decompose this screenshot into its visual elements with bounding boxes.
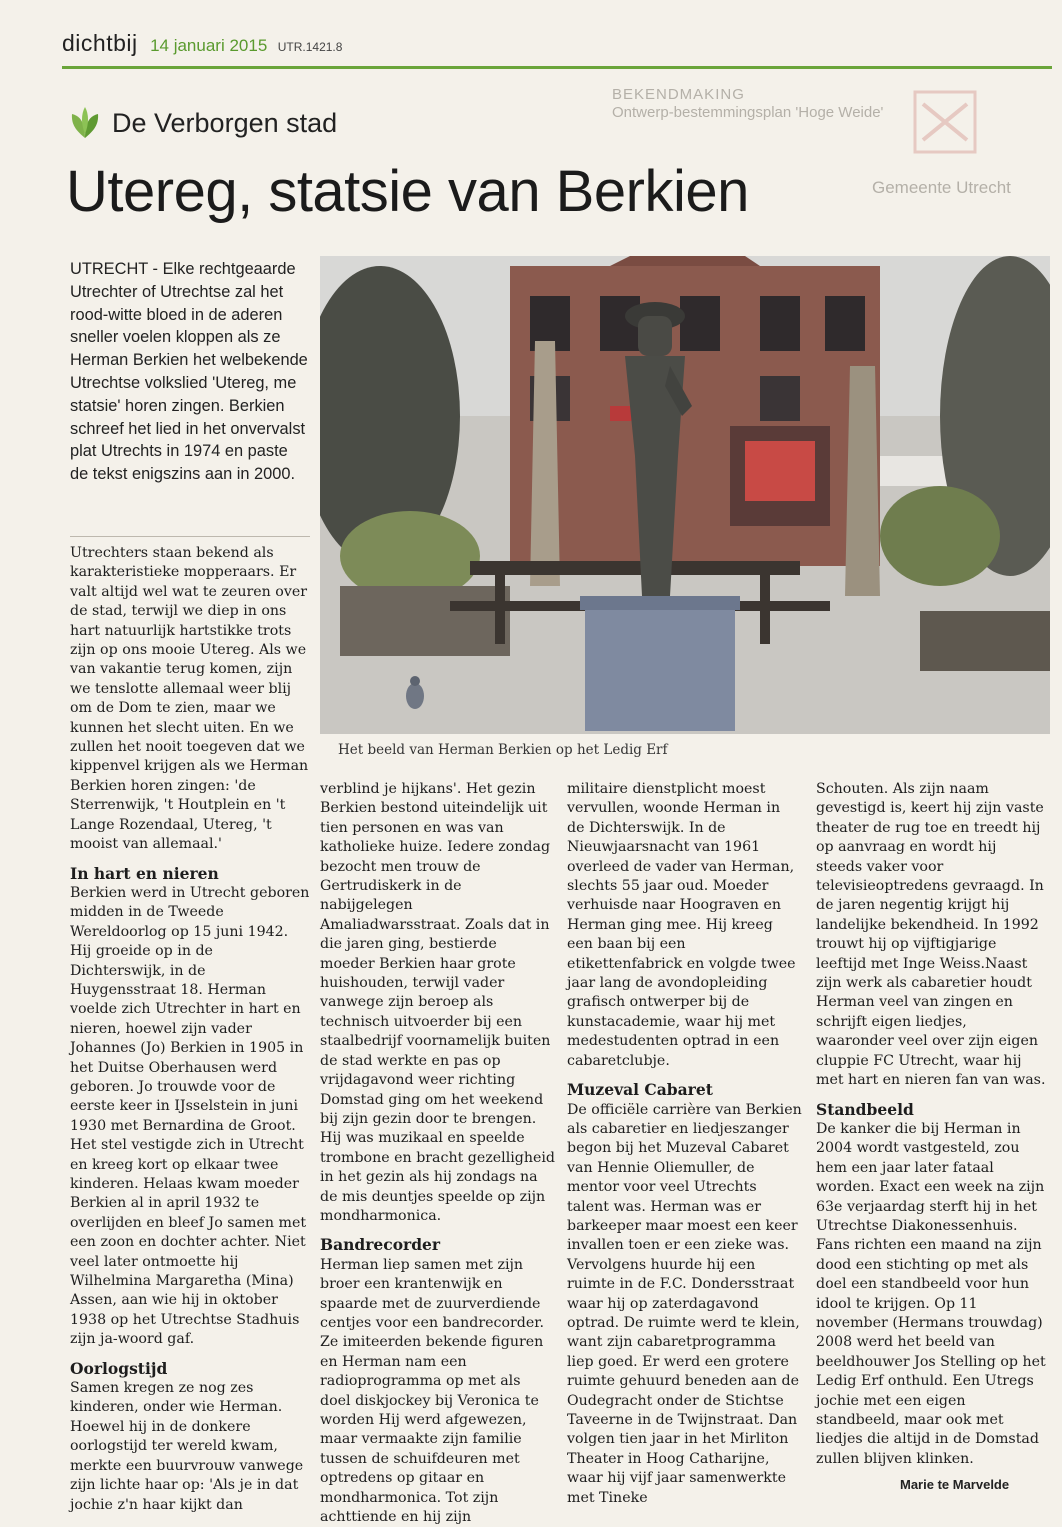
byline: Marie te Marvelde [900,1477,1010,1492]
col2-paragraph-2: Herman liep samen met zijn broer een krantenwijk en spaarde met de zuurverdiende centjes voor een bandrecorder. Ze imiteerden bekende figuren en Herman nam een radioprogramma op met als doel diskjockey bij Veronica te worden Hij werd afgewezen, maar vermaakte zijn familie tussen de schuifdeuren met optredens op gitaar en mondharmonica. Tot zijn achttiende en hij zijn [320,1256,545,1526]
statue-photo-illustration [320,256,1050,734]
article-column-1 [70,544,310,1515]
subheading-standbeeld: Standbeeld [816,1099,914,1119]
headline: Utereg, statsie van Berkien [66,159,749,224]
subheading-bandrecorder: Bandrecorder [320,1235,441,1255]
masthead-date: 14 januari 2015 [150,36,268,55]
col1-paragraph-2: Berkien werd in Utrecht geboren midden in de Tweede Wereldoorlog op 15 juni 1942. Hij groeide op in de Dichterswijk, in de Huygensstraat 18. Herman voelde zich Utrechter in hart en nieren, hoewel zijn vader Johannes (Jo) Berkien in 1905 in het Duitse Oberhausen werd geboren. Jo trouwde voor de eerste keer in IJsselstein in juni 1930 met Bernardina de Groot. Het stel vestigde zich in Utrecht en kreeg kort op elkaar twee kinderen. Helaas kwam moeder Berkien al in april 1932 te overlijden en bleef Jo samen met een zoon en dochter achter. Niet veel later ontmoette hij Wilhelmina Margaretha (Mina) Assen, aan wie hij in oktober 1938 op het Utrechtse Stadhuis zijn ja-woord gaf. [70,884,310,1348]
ghost-text-subheading: Ontwerp-bestemmingsplan 'Hoge Weide' [612,104,884,121]
col2-paragraph-1: verblind je hijkans'. Het gezin Berkien bestond uiteindelijk uit tien personen en was van katholieke huize. Iedere zondag bezocht men trouw de Gertrudiskerk in de nabijgelegen Amaliadwarsstraat. Zoals dat in die jaren ging, bestierde moeder Berkien haar grote huishouden, terwijl vader vanwege zijn beroep als technisch uitvoerder bij een staalbedrijf voornamelijk buiten de stad werkte en pas op vrijdagavond weer richting Domstad ging om het weekend bij zijn gezin door te brengen. Hij was muzikaal en speelde trombone en bracht gezelligheid in het gezin als hij zondags na de mis deuntjes speelde op zijn mondharmonica. [320,781,556,1224]
col1-paragraph-1: Utrechters staan bekend als karakteristieke mopperaars. Er valt altijd wel wat te zeuren over de stad, terwijl we diep in ons hart natuurlijk hartstikke trots zijn op ons mooie Utereg. Als we van vakantie terug komen, zijn we tenslotte allemaal weer blij om de Dom te zien, maar we kunnen het slecht uiten. En we zullen het nooit toegeven dat we kippenvel krijgen als we Herman Berkien horen zingen: 'de Sterrenwijk, 't Houtplein en 't Lange Rozendaal, Utereg, 't mooist van allemaal.' [70,545,309,853]
lead-paragraph: UTRECHT - Elke rechtgeaarde Utrechter of Utrechtse zal het rood-witte bloed in de aderen sneller voelen kloppen als ze Herman Berkien het welbekende Utrechtse volkslied 'Utereg, me statsie' horen zingen. Berkien schreef het lied in het onvervalst plat Utrechts in 1974 en paste de tekst enigszins aan in 2000. [70,260,308,484]
masthead-name: dichtbij [62,30,138,56]
photo-caption: Het beeld van Herman Berkien op het Ledig Erf [338,742,668,758]
section-label: De Verborgen stad [112,107,338,138]
lead-separator [70,536,310,537]
statue-photo [320,256,1050,734]
section-header [66,104,337,142]
col4-paragraph-2: De kanker die bij Herman in 2004 wordt vastgesteld, zou hem een jaar later fataal worden. Exact een week na zijn 63e verjaardag sterft hij in het Utrechtse Diakonessenhuis. Fans richten een maand na zijn dood een stichting op met als doel een standbeeld voor hun idool te krijgen. Op 11 november (Hermans trouwdag) 2008 werd het beeld van beeldhouwer Jos Stelling op het Ledig Erf onthuld. Een Utregs jochie met een eigen standbeeld, maar ook met liedjes die altijd in de Domstad zullen blijven klinken. [816,1120,1046,1467]
col1-paragraph-3: Samen kregen ze nog zes kinderen, onder wie Herman. Hoewel hij in de donkere oorlogstijd ter wereld kwam, merkte een buurvrouw vanwege zijn lichte haar op: 'Als je in dat jochie z'n haar kijkt dan [70,1380,304,1513]
masthead-code: UTR.1421.8 [277,40,343,54]
ghost-logo-text: Gemeente Utrecht [872,178,1011,197]
article-column-2 [320,780,555,1527]
masthead [62,30,342,57]
article-column-4 [816,780,1046,1469]
subheading-in-hart-en-nieren: In hart en nieren [70,863,219,883]
leaf-icon [66,104,104,142]
ghost-crest-icon [905,84,985,174]
masthead-rule [62,66,1052,69]
subheading-muzeval-cabaret: Muzeval Cabaret [567,1080,713,1100]
article-column-3 [567,780,802,1508]
subheading-oorlogstijd: Oorlogstijd [70,1358,168,1378]
col4-paragraph-1: Schouten. Als zijn naam gevestigd is, keert hij zijn vaste theater de rug toe en treedt hij op aanvraag en wordt hij steeds vaker voor televisieoptredens gevraagd. In de jaren negentig krijgt hij landelijke bekendheid. In 1992 trouwt hij op vijftigjarige leeftijd met Inge Weiss.Naast zijn werk als cabaretier houdt Herman veel van zingen en schrijft eigen liedjes, waaronder veel over zijn eigen cluppie FC Utrecht, waar hij met hart en nieren fan van was. [816,781,1046,1089]
ghost-text-heading: BEKENDMAKING [612,86,745,103]
col3-paragraph-2: De officiële carrière van Berkien als cabaretier en liedjeszanger begon bij het Muzeval Cabaret van Hennie Oliemuller, de mentor voor veel Utrechts talent was. Herman was er barkeeper maar moest een keer invallen toen er een zieke was. Vervolgens huurde hij een ruimte in de F.C. Dondersstraat waar hij op zaterdagavond optrad. De ruimte werd te klein, want zijn cabaretprogramma liep goed. Er werd een grotere ruimte gehuurd beneden aan de Oudegracht onder de Stichtse Taveerne in de Twijnstraat. Dan volgen tien jaar in het Mirliton Theater in Hoog Catharijne, waar hij vijf jaar samenwerkte met Tineke [567,1101,802,1506]
col3-paragraph-1: militaire dienstplicht moest vervullen, woonde Herman in de Dichterswijk. In de Nieuwjaarsnacht van 1961 overleed de vader van Herman, slechts 55 jaar oud. Moeder verhuisde naar Hoograven en Herman ging mee. Hij kreeg een baan bij een etikettenfabrick en volgde twee jaar lang de avondopleiding grafisch ontwerper bij de kunstacademie, waar hij met medestudenten optrad in een cabaretclubje. [567,781,796,1069]
